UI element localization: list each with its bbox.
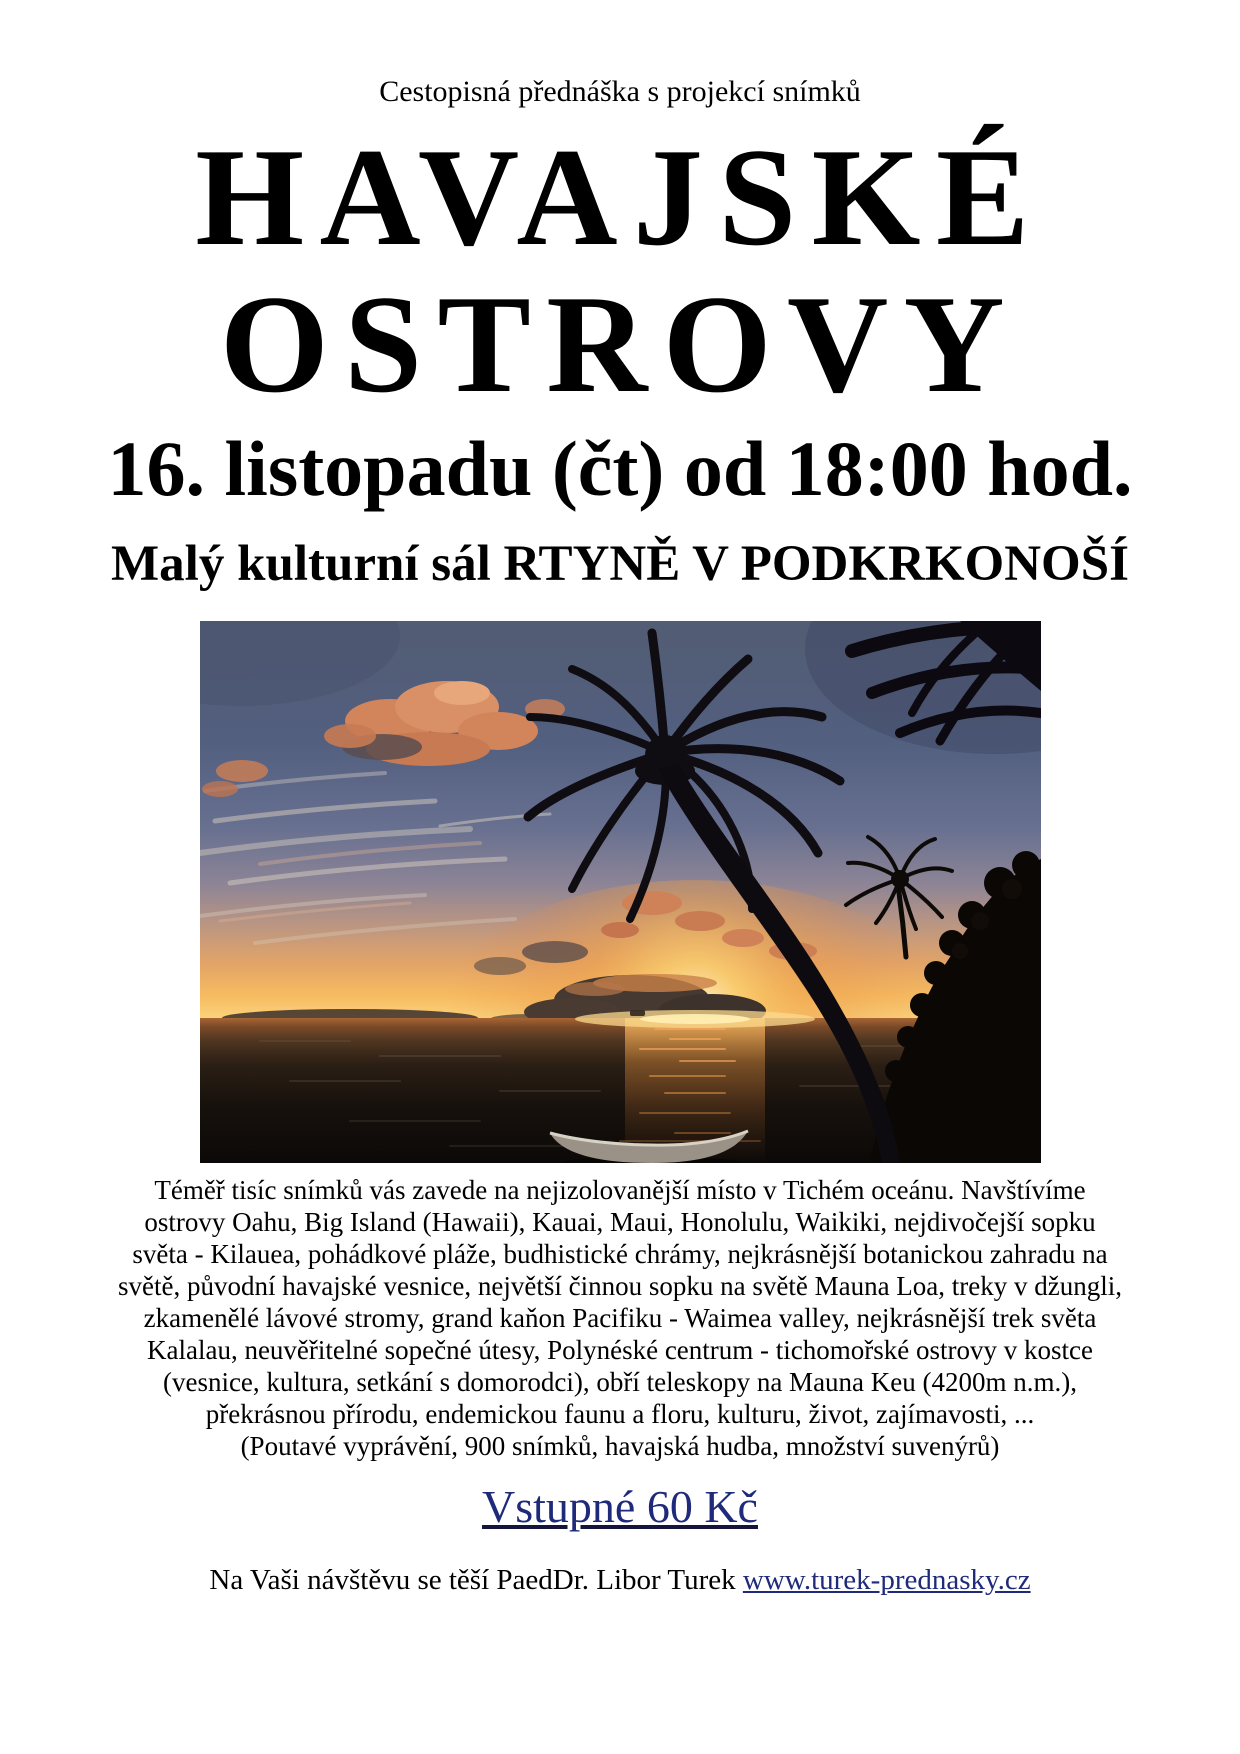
description-line: ostrovy Oahu, Big Island (Hawaii), Kauai, Maui, Honolulu, Waikiki, nejdivočejší sopku	[144, 1206, 1096, 1237]
event-venue: Malý kulturní sál RTYNĚ V PODKRKONOŠÍ	[111, 535, 1129, 592]
poster-title-line-1: HAVAJSKÉ	[195, 120, 1045, 275]
sunset-photo	[200, 621, 1041, 1163]
description-line: překrásnou přírodu, endemickou faunu a floru, kulturu, život, zajímavosti, ...	[205, 1398, 1035, 1429]
description-line: světa - Kilauea, pohádkové pláže, budhistické chrámy, nejkrásnější botanickou zahradu na	[132, 1238, 1108, 1269]
description-line: zkamenělé lávové stromy, grand kaňon Pacifiku - Waimea valley, nejkrásnější trek světa	[143, 1302, 1097, 1333]
lecture-type-line: Cestopisná přednáška s projekcí snímků	[379, 75, 861, 108]
event-datetime: 16. listopadu (čt) od 18:00 hod.	[107, 425, 1133, 512]
website-link[interactable]: www.turek-prednasky.cz	[742, 1563, 1031, 1596]
description-line: Téměř tisíc snímků vás zavede na nejizolovanější místo v Tichém oceánu. Navštívíme	[154, 1174, 1086, 1205]
description-line: Kalalau, neuvěřitelné sopečné útesy, Polynéské centrum - tichomořské ostrovy v kostce	[147, 1334, 1093, 1365]
distant-ship	[630, 1010, 645, 1016]
description-line: (Poutavé vyprávění, 900 snímků, havajská hudba, množství suvenýrů)	[240, 1430, 1000, 1461]
admission-fee: Vstupné 60 Kč	[482, 1480, 758, 1532]
footer-text: Na Vaši návštěvu se těší PaedDr. Libor Turek	[209, 1563, 743, 1596]
description-line: (vesnice, kultura, setkání s domorodci), obří teleskopy na Mauna Keu (4200m n.m.),	[162, 1366, 1078, 1397]
description-paragraph	[0, 1175, 1240, 1463]
poster-title-line-2: OSTROVY	[219, 267, 1021, 422]
footer-line	[0, 1564, 1240, 1597]
description-line: světě, původní havajské vesnice, největší činnou sopku na světě Mauna Loa, treky v džungli,	[118, 1270, 1122, 1301]
poster-title	[0, 120, 1240, 422]
